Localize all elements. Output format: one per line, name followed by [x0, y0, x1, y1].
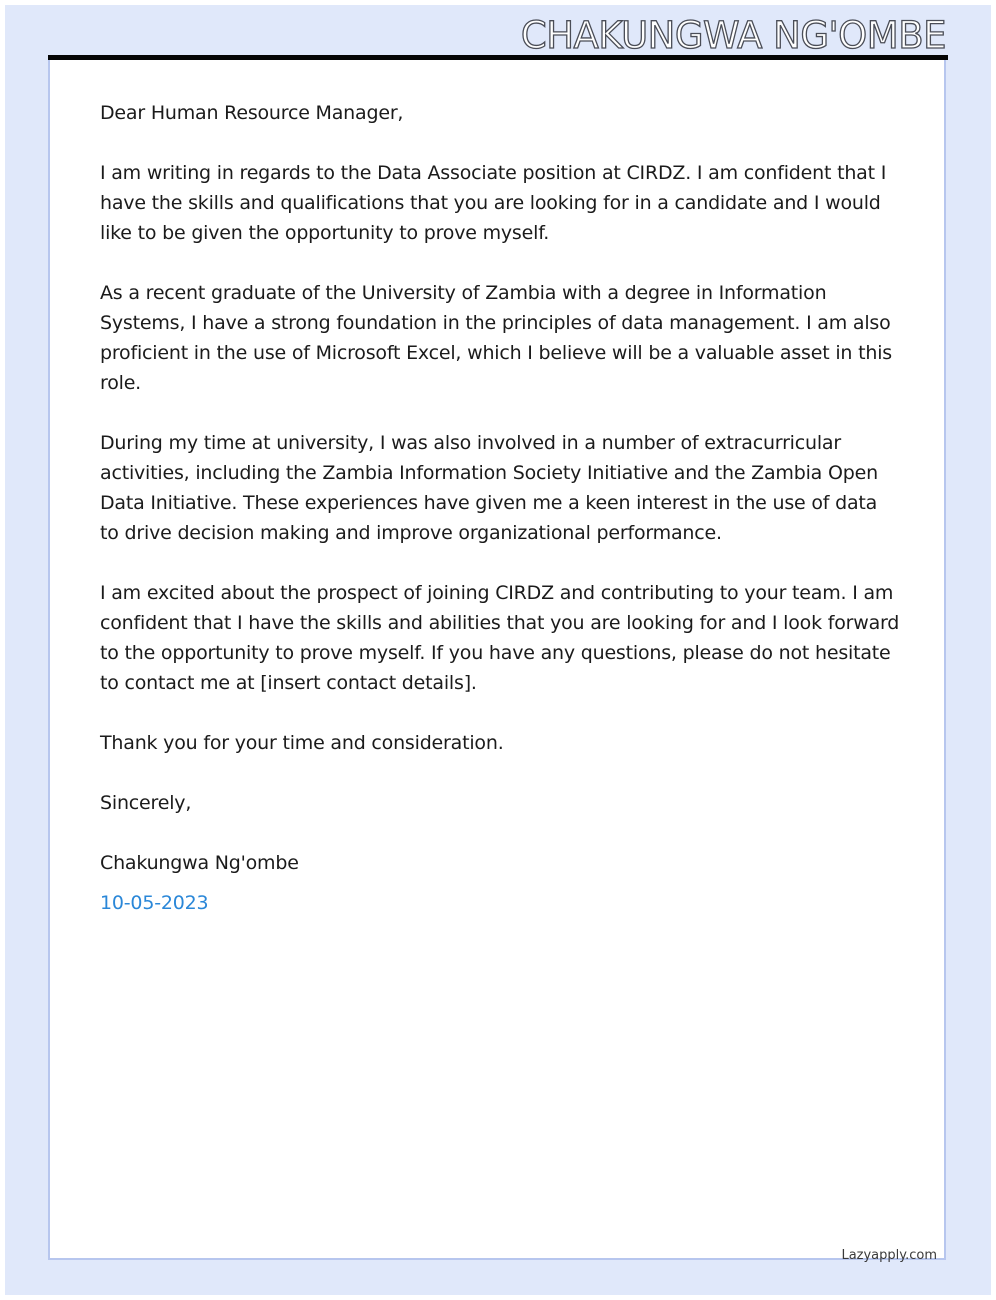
letter-paragraph: As a recent graduate of the University of Zambia with a degree in Information Systems, I have a strong foundation in the principles of data management. I am also proficient in the use of Microsoft Excel, which I believe will be a valuable asset in this role.	[100, 282, 892, 394]
closing: Sincerely,	[100, 792, 192, 814]
letter-paragraph: Thank you for your time and consideration.	[100, 732, 504, 754]
footer-brand: Lazyapply.com	[841, 1248, 937, 1263]
header-name: CHAKUNGWA NG'OMBE	[520, 14, 946, 57]
letter-paragraph: I am excited about the prospect of joining CIRDZ and contributing to your team. I am confident that I have the skills and abilities that you are looking for and I look forward to the opportunity to prove myself. If you have any questions, please do not hesitate to contact me at [insert contact details].	[100, 582, 900, 694]
letter-paragraph: During my time at university, I was also involved in a number of extracurricular activities, including the Zambia Information Society Initiative and the Zambia Open Data Initiative. These experiences have given me a keen interest in the use of data to drive decision making and improve organizational performance.	[100, 432, 878, 544]
letter-body	[100, 98, 900, 918]
signature: Chakungwa Ng'ombe	[100, 852, 299, 874]
letter-date: 10-05-2023	[100, 892, 209, 914]
letter-paragraph: I am writing in regards to the Data Associate position at CIRDZ. I am confident that I have the skills and qualifications that you are looking for in a candidate and I would like to be given the opportunity to prove myself.	[100, 162, 887, 244]
salutation: Dear Human Resource Manager,	[100, 102, 404, 124]
